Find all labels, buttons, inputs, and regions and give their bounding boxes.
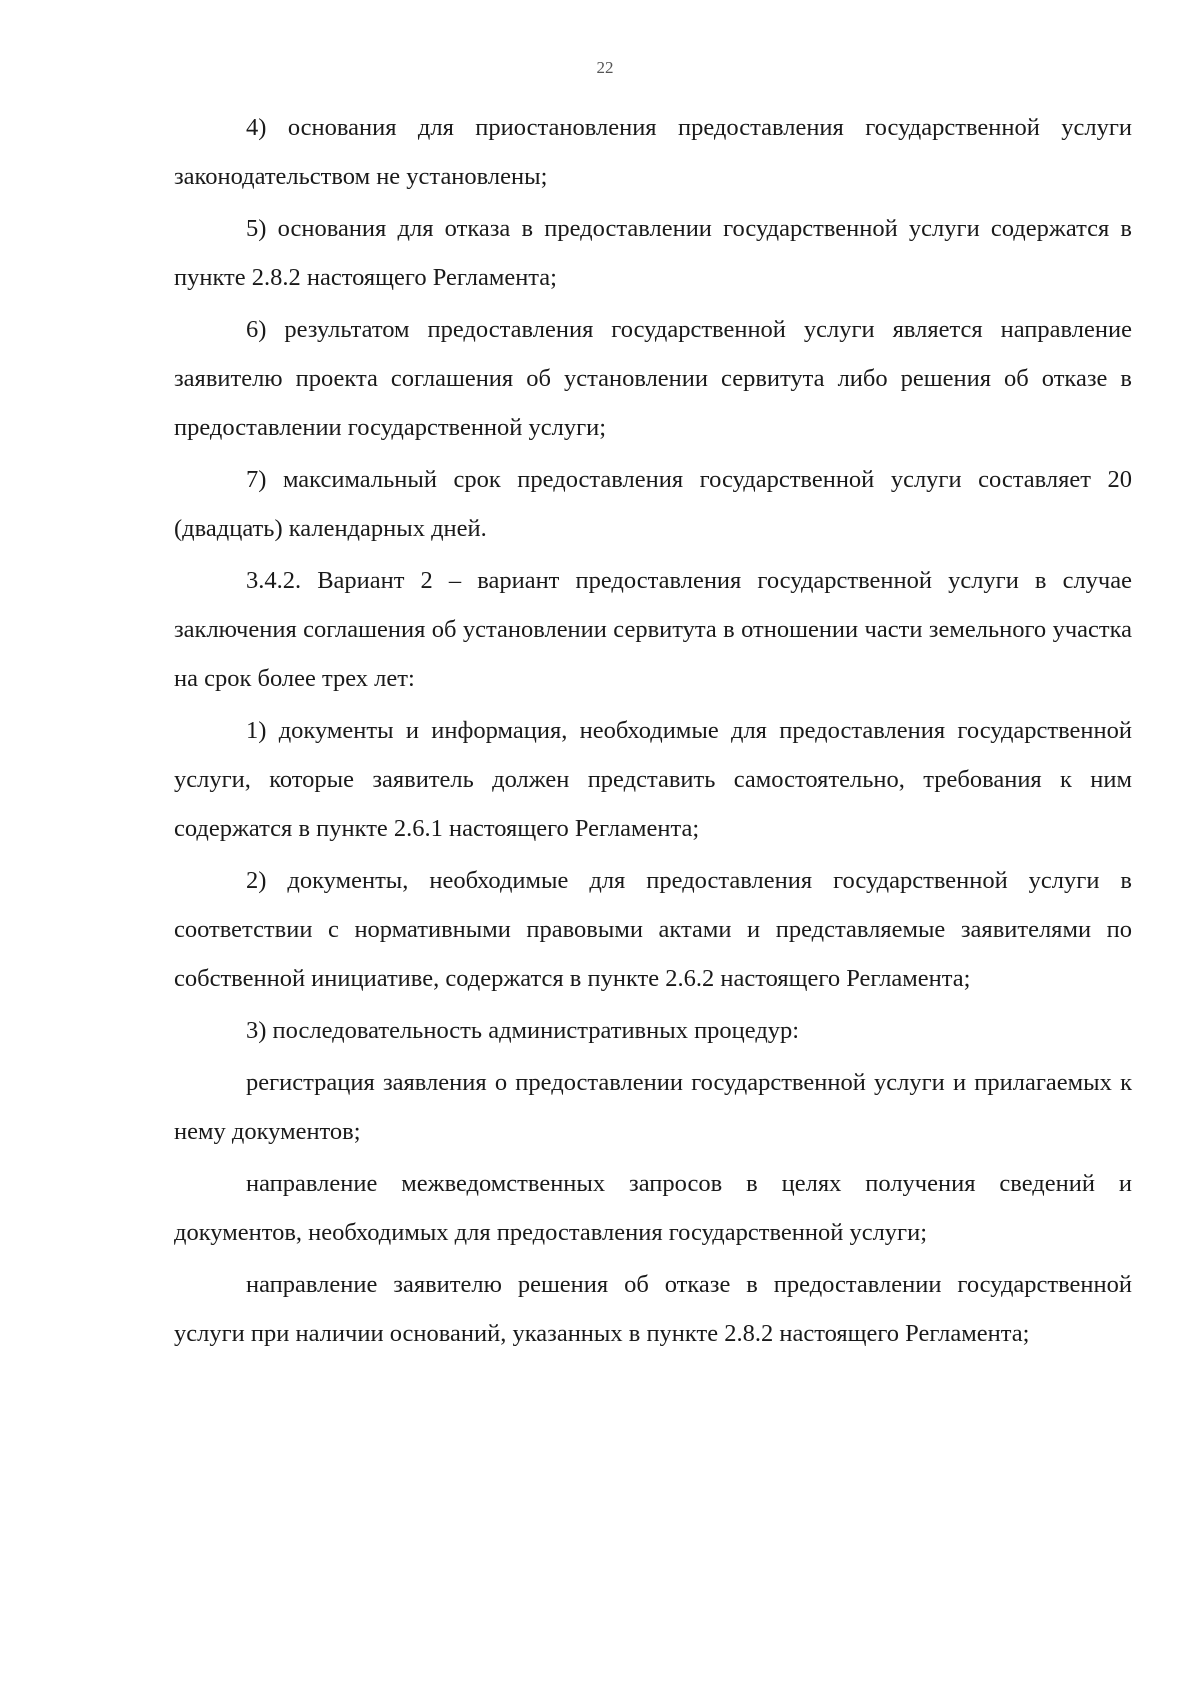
paragraph-item-2: 2) документы, необходимые для предоставления государственной услуги в соответствии с нормативными правовыми актами и представляемые заявителями по собственной инициативе, содержатся в пункте 2.6.2 настоящего Регламента; [174, 867, 1132, 992]
paragraph-procedure-requests: направление межведомственных запросов в целях получения сведений и документов, необходимых для предоставления государственной услуги; [174, 1170, 1132, 1246]
paragraph-procedure-refusal: направление заявителю решения об отказе в предоставлении государственной услуги при наличии оснований, указанных в пункте 2.8.2 настоящего Регламента; [174, 1271, 1132, 1347]
paragraph-section-3-4-2: 3.4.2. Вариант 2 – вариант предоставления государственной услуги в случае заключения соглашения об установлении сервитута в отношении части земельного участка на срок более трех лет: [174, 567, 1132, 692]
paragraph-item-1: 1) документы и информация, необходимые для предоставления государственной услуги, которые заявитель должен представить самостоятельно, требования к ним содержатся в пункте 2.6.1 настоящего Регламента; [174, 717, 1132, 842]
paragraph-item-5: 5) основания для отказа в предоставлении государственной услуги содержатся в пункте 2.8.2 настоящего Регламента; [174, 215, 1132, 291]
paragraph-item-4: 4) основания для приостановления предоставления государственной услуги законодательством не установлены; [174, 114, 1132, 190]
paragraph-item-6: 6) результатом предоставления государственной услуги является направление заявителю проекта соглашения об установлении сервитута либо решения об отказе в предоставлении государственной услуги; [174, 316, 1132, 441]
paragraph-procedure-registration: регистрация заявления о предоставлении государственной услуги и прилагаемых к нему документов; [174, 1069, 1132, 1145]
document-body [174, 103, 1132, 1358]
page-number: 22 [596, 58, 614, 77]
paragraph-item-7: 7) максимальный срок предоставления государственной услуги составляет 20 (двадцать) календарных дней. [174, 466, 1132, 542]
paragraph-item-3: 3) последовательность административных процедур: [246, 1017, 800, 1044]
